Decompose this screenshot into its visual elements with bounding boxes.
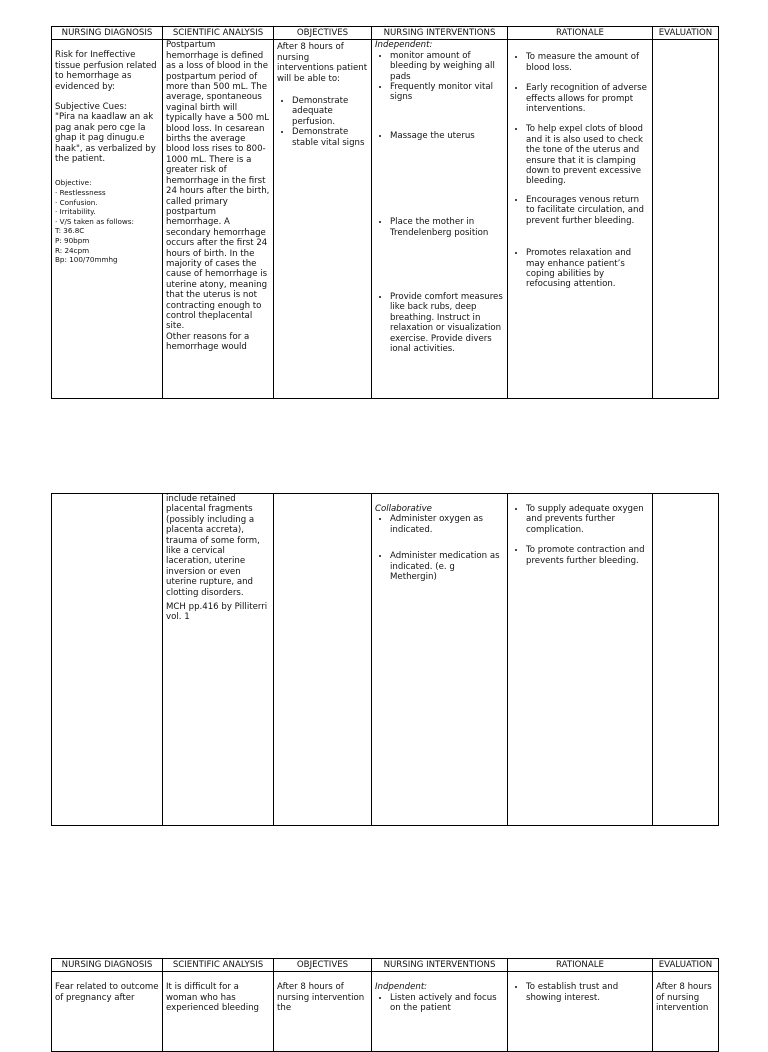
interventions-cell	[372, 494, 508, 826]
objective-item: · Confusion.	[55, 197, 98, 207]
header-nursing-diagnosis: NURSING DIAGNOSIS	[52, 27, 163, 40]
analysis-continued: Other reasons for a hemorrhage would	[166, 331, 250, 353]
diagnosis-text: Risk for Ineffective tissue perfusion related to hemorrhage as evidenced by:	[55, 50, 157, 92]
rationale-cell	[508, 40, 653, 399]
analysis-text: It is difficult for a woman who has experienced bleeding	[166, 982, 259, 1014]
evaluation-cell	[653, 494, 719, 826]
care-plan-table-2	[51, 493, 719, 826]
analysis-cell	[163, 494, 274, 826]
list-item: • To measure the amount of blood loss.	[526, 52, 649, 73]
header-row	[52, 27, 719, 40]
diagnosis-cell	[52, 40, 163, 399]
list-item: • Administer medication as indicated. (e. g Methergin)	[390, 551, 504, 582]
objectives-cell	[274, 972, 372, 1052]
diagnosis-cell	[52, 494, 163, 826]
list-item: • Demonstrate adequate perfusion.	[292, 96, 368, 127]
objective-title: Objective:	[55, 178, 92, 188]
objectives-intro: After 8 hours of nursing interventions patient will be able to:	[277, 42, 368, 84]
table-row	[52, 494, 719, 826]
list-item: • Demonstrate stable vital signs	[292, 127, 368, 148]
objective-item: T: 36.8C	[55, 226, 85, 236]
subjective-text: "Pira na kaadlaw an ak pag anak pero cge la ghap it pag dinugu.e haak", as verbalized by the patient.	[55, 112, 156, 165]
header-rationale: RATIONALE	[508, 27, 653, 40]
header-nursing-interventions: NURSING INTERVENTIONS	[372, 27, 508, 40]
objective-item: · Restlessness	[55, 188, 106, 198]
objectives-cell	[274, 40, 372, 399]
list-item: • To help expel clots of blood and it is also used to check the tone of the uterus and ensure that it is clamping down to prevent excessive bleeding.	[526, 124, 649, 186]
list-item: • Early recognition of adverse effects allows for prompt interventions.	[526, 83, 649, 114]
header-evaluation: EVALUATION	[653, 959, 719, 972]
header-scientific-analysis: SCIENTIFIC ANALYSIS	[163, 27, 274, 40]
interventions-cell	[372, 972, 508, 1052]
list-item: • Administer oxygen as indicated.	[390, 514, 504, 535]
list-item: • Listen actively and focus on the patient	[390, 993, 504, 1014]
evaluation-cell	[653, 40, 719, 399]
diagnosis-cell	[52, 972, 163, 1052]
rationale-cell	[508, 972, 653, 1052]
care-plan-table-1	[51, 26, 719, 399]
table-row	[52, 972, 719, 1052]
header-nursing-diagnosis: NURSING DIAGNOSIS	[52, 959, 163, 972]
interventions-label: Collaborative	[375, 504, 432, 514]
table-row	[52, 40, 719, 399]
list-item: • Provide comfort measures like back rubs, deep breathing. Instruct in relaxation or visualization exercise. Provide divers ional activities.	[390, 292, 504, 354]
reference-text: MCH pp.416 by Pilliterri vol. 1	[166, 602, 268, 623]
list-item: • To promote contraction and prevents further bleeding.	[526, 545, 649, 566]
care-plan-table-3	[51, 958, 719, 1052]
list-item: • Frequently monitor vital signs	[390, 82, 504, 103]
analysis-cell	[163, 40, 274, 399]
objective-item: R: 24cpm	[55, 245, 90, 255]
header-objectives: OBJECTIVES	[274, 959, 372, 972]
list-item: • Encourages venous return to facilitate circulation, and prevent further bleeding.	[526, 195, 649, 226]
list-item: • To supply adequate oxygen and prevents further complication.	[526, 504, 649, 535]
header-evaluation: EVALUATION	[653, 27, 719, 40]
list-item: • Place the mother in Trendelenberg position	[390, 217, 504, 238]
analysis-text: Postpartum hemorrhage is defined as a loss of blood in the postpartum period of more than 500 mL. The average, spontaneous vaginal birth will typically have a 500 mL blood loss. In cesarean births the average blood loss rises to 800-1000 mL. There is a greater risk of hemorrhage in the first 24 hours after the birth, called primary postpartum hemorrhage. A secondary hemorrhage occurs after the first 24 hours of birth. In the majority of cases the cause of hemorrhage is uterine atony, meaning that the uterus is not contracting enough to control theplacental site.	[166, 40, 270, 332]
objective-item: P: 90bpm	[55, 236, 90, 246]
analysis-text: include retained placental fragments (possibly including a placenta accreta), trauma of some form, like a cervical laceration, uterine inversion or even uterine rupture, and clotting disorders.	[166, 494, 260, 598]
interventions-label: Indpendent:	[375, 982, 428, 993]
list-item: • To establish trust and showing interest.	[526, 982, 649, 1003]
interventions-cell	[372, 40, 508, 399]
objectives-text: After 8 hours of nursing intervention the	[277, 982, 365, 1014]
objective-item: Bp: 100/70mmhg	[55, 255, 118, 265]
rationale-cell	[508, 494, 653, 826]
objectives-cell	[274, 494, 372, 826]
analysis-cell	[163, 972, 274, 1052]
objective-item: · Irritability.	[55, 207, 96, 217]
header-rationale: RATIONALE	[508, 959, 653, 972]
evaluation-cell	[653, 972, 719, 1052]
diagnosis-text: Fear related to outcome of pregnancy after	[55, 982, 159, 1003]
evaluation-text: After 8 hours of nursing intervention	[656, 982, 712, 1014]
list-item: • Massage the uterus	[390, 131, 504, 141]
header-nursing-interventions: NURSING INTERVENTIONS	[372, 959, 508, 972]
header-objectives: OBJECTIVES	[274, 27, 372, 40]
subjective-title: Subjective Cues:	[55, 102, 127, 113]
header-row	[52, 959, 719, 972]
list-item: • Promotes relaxation and may enhance patient’s coping abilities by refocusing attention.	[526, 248, 649, 290]
objective-item: · V/S taken as follows:	[55, 216, 134, 226]
interventions-label: Independent:	[375, 40, 433, 51]
list-item: • monitor amount of bleeding by weighing all pads	[390, 51, 504, 82]
header-scientific-analysis: SCIENTIFIC ANALYSIS	[163, 959, 274, 972]
